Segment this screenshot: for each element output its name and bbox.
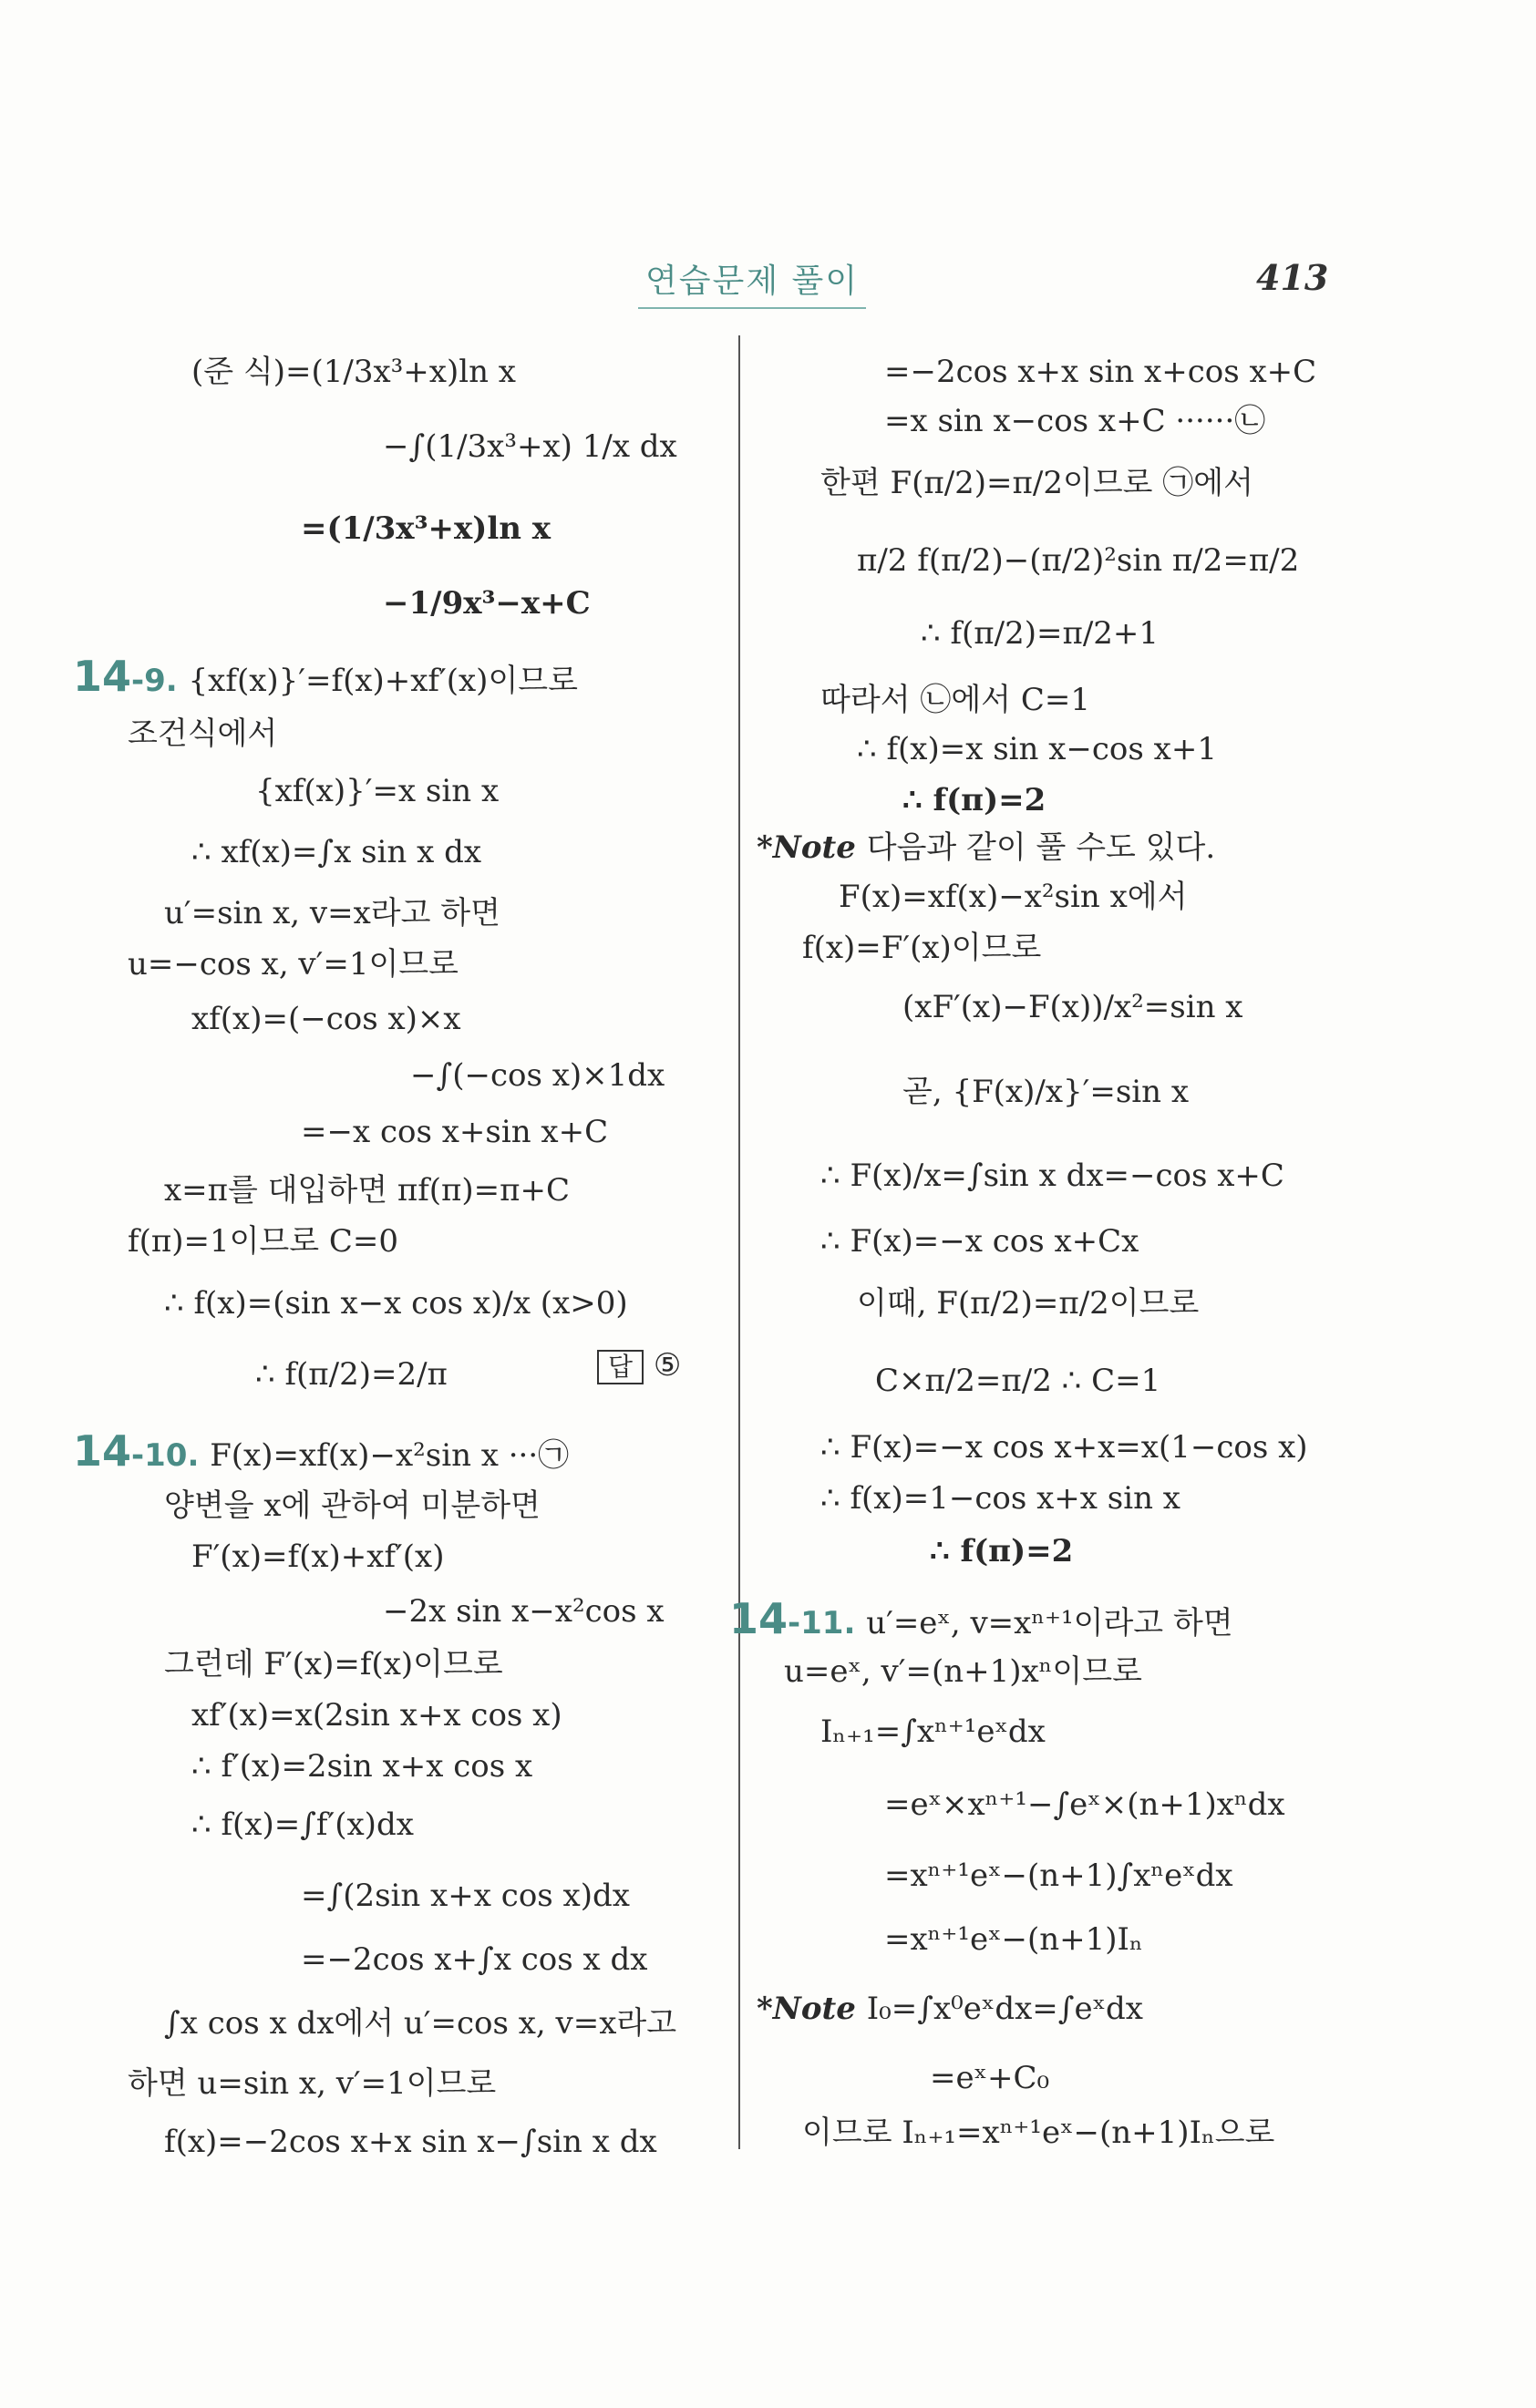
line-text: ∴ f′(x)=2sin x+x cos x: [191, 1748, 533, 1785]
left-line: [164, 1285, 628, 1322]
line-text: ∴ F(x)=−x cos x+Cx: [820, 1223, 1139, 1260]
line-text: I₀=∫x⁰eˣdx=∫eˣdx: [866, 1991, 1143, 2027]
line-text: ∴ xf(x)=∫x sin x dx: [191, 834, 482, 870]
line-text: F(x)=xf(x)−x²sin x에서: [839, 879, 1188, 915]
line-text: ∴ f(π)=2: [930, 1533, 1074, 1569]
right-line: [884, 403, 1265, 439]
line-text: ∴ f(x)=(sin x−x cos x)/x (x>0): [164, 1285, 628, 1322]
right-line: [884, 1786, 1285, 1823]
left-line: [73, 1426, 570, 1476]
right-line: [857, 542, 1299, 579]
problem-number: 14-10.: [73, 1426, 211, 1476]
line-text: π/2 f(π/2)−(π/2)²sin π/2=π/2: [857, 542, 1300, 579]
right-line: [820, 465, 1253, 501]
line-text: ∴ f(x)=x sin x−cos x+1: [857, 731, 1217, 767]
line-text: Iₙ₊₁=∫xⁿ⁺¹eˣdx: [820, 1713, 1046, 1750]
line-text: xf′(x)=x(2sin x+x cos x): [191, 1697, 562, 1734]
line-text: 하면 u=sin x, v′=1이므로: [128, 2065, 497, 2102]
right-line: [857, 1285, 1199, 1322]
right-line: [930, 2060, 1049, 2096]
line-text: −1/9x³−x+C: [383, 585, 591, 622]
line-text: =xⁿ⁺¹eˣ−(n+1)Iₙ: [884, 1921, 1143, 1958]
line-text: 이므로 Iₙ₊₁=xⁿ⁺¹eˣ−(n+1)Iₙ으로: [802, 2115, 1275, 2151]
line-text: u′=eˣ, v=xⁿ⁺¹이라고 하면: [866, 1605, 1233, 1641]
line-text: (xF′(x)−F(x))/x²=sin x: [902, 989, 1243, 1025]
right-line: [921, 615, 1159, 652]
right-line: [757, 829, 1215, 866]
line-text: u=eˣ, v′=(n+1)xⁿ이므로: [784, 1653, 1142, 1690]
right-line: [820, 1480, 1180, 1517]
left-line: [73, 652, 578, 701]
line-text: =(1/3x³+x)ln x: [301, 510, 552, 547]
left-line: [410, 1057, 665, 1094]
section-title: 연습문제 풀이: [638, 255, 866, 309]
left-line: [191, 1697, 562, 1734]
note-label: *Note: [757, 829, 867, 866]
left-line: [128, 2065, 496, 2102]
line-text: =eˣ×xⁿ⁺¹−∫eˣ×(n+1)xⁿdx: [884, 1786, 1285, 1823]
line-text: 한편 F(π/2)=π/2이므로 ㉠에서: [820, 465, 1253, 501]
left-line: [191, 1001, 461, 1037]
left-line: [301, 510, 551, 547]
note-label: *Note: [757, 1991, 867, 2027]
right-line: [884, 354, 1316, 390]
line-text: =−x cos x+sin x+C: [301, 1114, 609, 1150]
left-line: [191, 354, 516, 390]
right-line: [902, 782, 1046, 818]
left-line: [164, 1172, 570, 1209]
line-text: −2x sin x−x²cos x: [383, 1593, 665, 1630]
line-text: −∫(−cos x)×1dx: [410, 1057, 665, 1094]
left-line: [255, 1356, 448, 1393]
right-line: [729, 1594, 1233, 1643]
right-line: [902, 989, 1242, 1025]
left-line: [383, 428, 677, 465]
right-line: [930, 1533, 1073, 1569]
left-line: [255, 773, 499, 809]
left-line: [191, 1538, 444, 1575]
line-text: ∴ F(x)/x=∫sin x dx=−cos x+C: [820, 1158, 1284, 1194]
line-text: {xf(x)}′=f(x)+xf′(x)이므로: [188, 663, 578, 699]
line-text: =∫(2sin x+x cos x)dx: [301, 1878, 630, 1914]
line-text: ∴ f(x)=∫f′(x)dx: [191, 1806, 414, 1843]
line-text: F′(x)=f(x)+xf′(x): [191, 1538, 445, 1575]
left-line: [191, 1806, 414, 1843]
line-text: f(x)=F′(x)이므로: [802, 930, 1042, 966]
line-text: 그런데 F′(x)=f(x)이므로: [164, 1646, 503, 1683]
line-text: ∫x cos x dx에서 u′=cos x, v=x라고: [164, 2005, 677, 2042]
line-text: =−2cos x+∫x cos x dx: [301, 1941, 648, 1978]
right-line: [820, 682, 1090, 718]
right-line: [857, 731, 1217, 767]
page-number: 413: [1256, 257, 1329, 298]
line-text: =xⁿ⁺¹eˣ−(n+1)∫xⁿeˣdx: [884, 1857, 1233, 1894]
problem-number: 14-11.: [729, 1594, 867, 1643]
left-line: [383, 1593, 665, 1630]
left-line: [301, 1941, 647, 1978]
right-line: [820, 1223, 1139, 1260]
line-text: ∴ f(π/2)=2/π: [255, 1356, 448, 1393]
right-line: [839, 879, 1187, 915]
line-text: 따라서 ㉡에서 C=1: [820, 682, 1090, 718]
line-text: F(x)=xf(x)−x²sin x ···㉠: [210, 1437, 570, 1474]
line-text: ∴ f(π/2)=π/2+1: [921, 615, 1160, 652]
line-text: ∴ F(x)=−x cos x+x=x(1−cos x): [820, 1429, 1308, 1466]
left-line: [191, 1748, 532, 1785]
line-text: {xf(x)}′=x sin x: [255, 773, 500, 809]
right-line: [875, 1363, 1160, 1399]
right-line: [802, 2115, 1274, 2151]
line-text: C×π/2=π/2 ∴ C=1: [875, 1363, 1161, 1399]
right-line: [884, 1921, 1143, 1958]
line-text: 이때, F(π/2)=π/2이므로: [857, 1285, 1200, 1322]
right-line: [820, 1713, 1046, 1750]
right-line: [820, 1158, 1284, 1194]
left-line: [128, 715, 277, 752]
left-line: [164, 1487, 541, 1524]
line-text: 양변을 x에 관하여 미분하면: [164, 1487, 541, 1524]
line-text: 곧, {F(x)/x}′=sin x: [902, 1074, 1190, 1110]
right-line: [820, 1429, 1308, 1466]
right-line: [802, 930, 1041, 966]
left-line: [164, 895, 500, 931]
right-line: [784, 1653, 1142, 1690]
left-line: [164, 1646, 503, 1683]
right-line: [902, 1074, 1189, 1110]
line-text: −∫(1/3x³+x) 1/x dx: [383, 428, 677, 465]
right-line: [884, 1857, 1233, 1894]
answer-label: 답: [597, 1350, 644, 1384]
left-line: [128, 1223, 398, 1260]
line-text: 조건식에서: [128, 715, 278, 752]
right-line: [757, 1991, 1143, 2027]
line-text: f(π)=1이므로 C=0: [128, 1223, 399, 1260]
line-text: =x sin x−cos x+C ······㉡: [884, 403, 1266, 439]
line-text: =−2cos x+x sin x+cos x+C: [884, 354, 1317, 390]
line-text: x=π를 대입하면 πf(π)=π+C: [164, 1172, 570, 1209]
line-text: u=−cos x, v′=1이므로: [128, 946, 459, 983]
left-line: [164, 2005, 676, 2042]
answer-marker: [597, 1347, 681, 1384]
left-line: [301, 1878, 630, 1914]
left-line: [191, 834, 481, 870]
answer-value: ⑤: [653, 1347, 682, 1384]
problem-number: 14-9.: [73, 652, 189, 701]
left-line: [128, 946, 459, 983]
column-divider: [738, 335, 740, 2149]
line-text: =eˣ+C₀: [930, 2060, 1050, 2096]
line-text: 다음과 같이 풀 수도 있다.: [866, 829, 1216, 866]
left-line: [301, 1114, 608, 1150]
left-line: [164, 2124, 657, 2160]
line-text: u′=sin x, v=x라고 하면: [164, 895, 500, 931]
line-text: (준 식)=(1/3x³+x)ln x: [191, 354, 516, 390]
line-text: ∴ f(π)=2: [902, 782, 1046, 818]
line-text: f(x)=−2cos x+x sin x−∫sin x dx: [164, 2124, 657, 2160]
left-line: [383, 585, 591, 622]
line-text: ∴ f(x)=1−cos x+x sin x: [820, 1480, 1180, 1517]
line-text: xf(x)=(−cos x)×x: [191, 1001, 461, 1037]
